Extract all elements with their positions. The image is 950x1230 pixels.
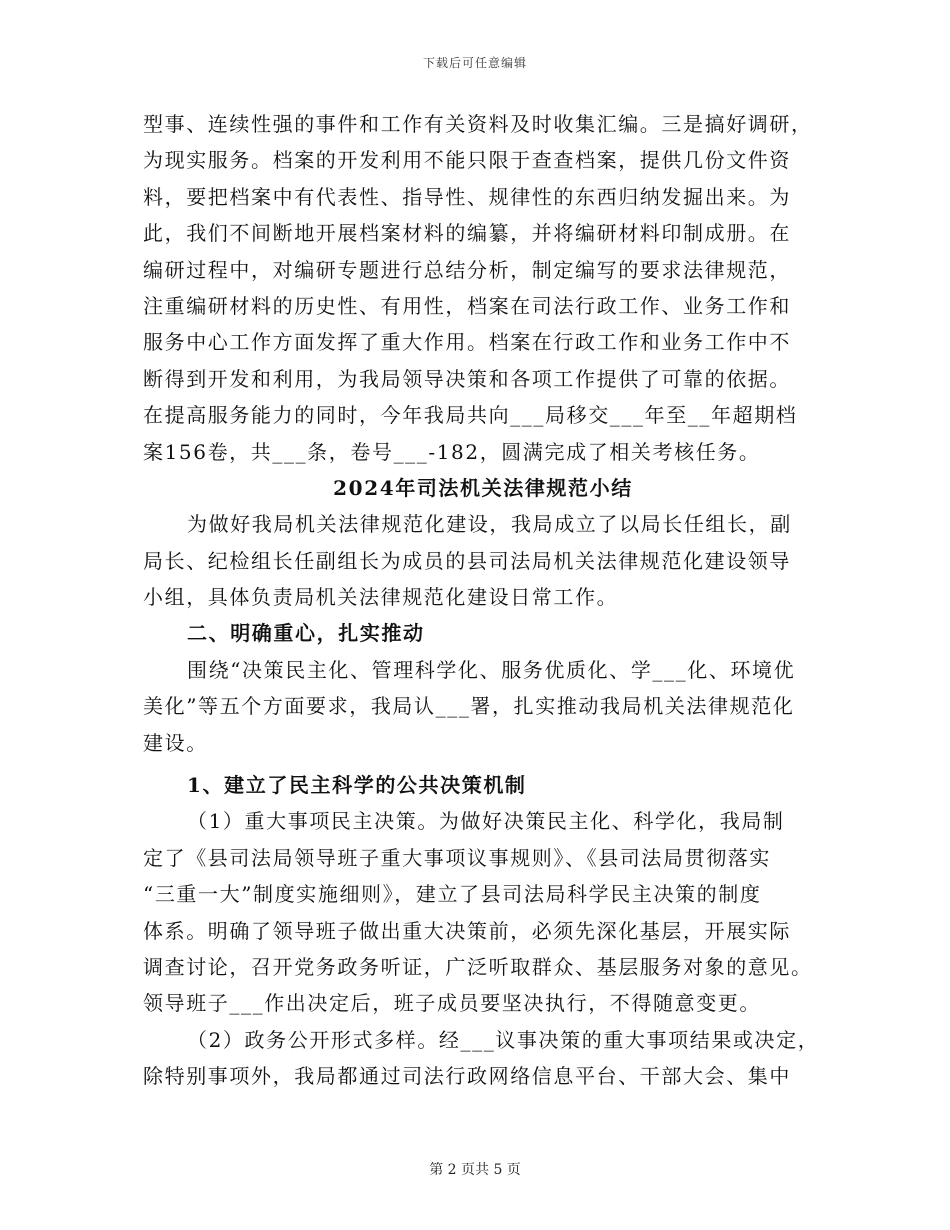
paragraph-line: 断得到开发和利用，为我局领导决策和各项工作提供了可靠的依据。 — [143, 366, 791, 391]
document-title: 2024年司法机关法律规范小结 — [333, 475, 633, 500]
paragraph-line: （1）重大事项民主决策。为做好决策民主化、科学化，我局制 — [187, 809, 785, 834]
paragraph-line: 料，要把档案中有代表性、指导性、规律性的东西归纳发掘出来。为 — [143, 184, 791, 209]
paragraph-line: 此，我们不间断地开展档案材料的编纂，并将编研材料印制成册。在 — [143, 221, 791, 246]
paragraph-line: 编研过程中，对编研专题进行总结分析，制定编写的要求法律规范， — [143, 257, 791, 282]
paragraph-line: 定了《县司法局领导班子重大事项议事规则》、《县司法局贯彻落实 — [143, 845, 771, 870]
paragraph-line: 局长、纪检组长任副组长为成员的县司法局机关法律规范化建设领导 — [143, 548, 791, 573]
paragraph-line: （2）政务公开形式多样。经___议事决策的重大事项结果或决定， — [187, 1027, 820, 1052]
paragraph-line: 注重编研材料的历史性、有用性，档案在司法行政工作、业务工作和 — [143, 293, 791, 318]
page-header: 下载后可任意编辑 — [422, 56, 527, 70]
paragraph-line: 型事、连续性强的事件和工作有关资料及时收集汇编。三是搞好调研， — [143, 112, 813, 136]
paragraph-line: 服务中心工作方面发挥了重大作用。档案在行政工作和业务工作中不 — [143, 330, 791, 355]
paragraph-line: 案156卷，共___条，卷号___-182，圆满完成了相关考核任务。 — [143, 439, 761, 464]
document-body — [143, 106, 823, 1095]
page-footer: 第 2 页共 5 页 — [429, 1162, 521, 1178]
subsection-heading: 1、建立了民主科学的公共决策机制 — [187, 773, 527, 798]
paragraph-line: 建设。 — [143, 730, 208, 755]
paragraph-line: 在提高服务能力的同时，今年我局共向___局移交___年至__年超期档 — [143, 403, 798, 428]
paragraph-line: 调查讨论，召开党务政务听证，广泛听取群众、基层服务对象的意见。 — [143, 954, 813, 979]
paragraph-line: 领导班子___作出决定后，班子成员要坚决执行，不得随意变更。 — [143, 991, 761, 1016]
paragraph-line: 体系。明确了领导班子做出重大决策前，必须先深化基层，开展实际 — [143, 918, 791, 943]
paragraph-line: 围绕“决策民主化、管理科学化、服务优质化、学___化、环境优 — [187, 657, 796, 682]
paragraph-line: 除特别事项外，我局都通过司法行政网络信息平台、干部大会、集中 — [143, 1064, 791, 1089]
paragraph-line: 为做好我局机关法律规范化建设，我局成立了以局长任组长，副 — [187, 512, 792, 537]
paragraph-line: “三重一大”制度实施细则》，建立了县司法局科学民主决策的制度 — [143, 882, 762, 907]
paragraph-line: 为现实服务。档案的开发利用不能只限于查查档案，提供几份文件资 — [143, 148, 791, 173]
paragraph-line: 美化”等五个方面要求，我局认___署，扎实推动我局机关法律规范化 — [143, 694, 795, 719]
paragraph-line: 小组，具体负责局机关法律规范化建设日常工作。 — [143, 585, 619, 610]
section-heading: 二、明确重心，扎实推动 — [187, 621, 425, 646]
